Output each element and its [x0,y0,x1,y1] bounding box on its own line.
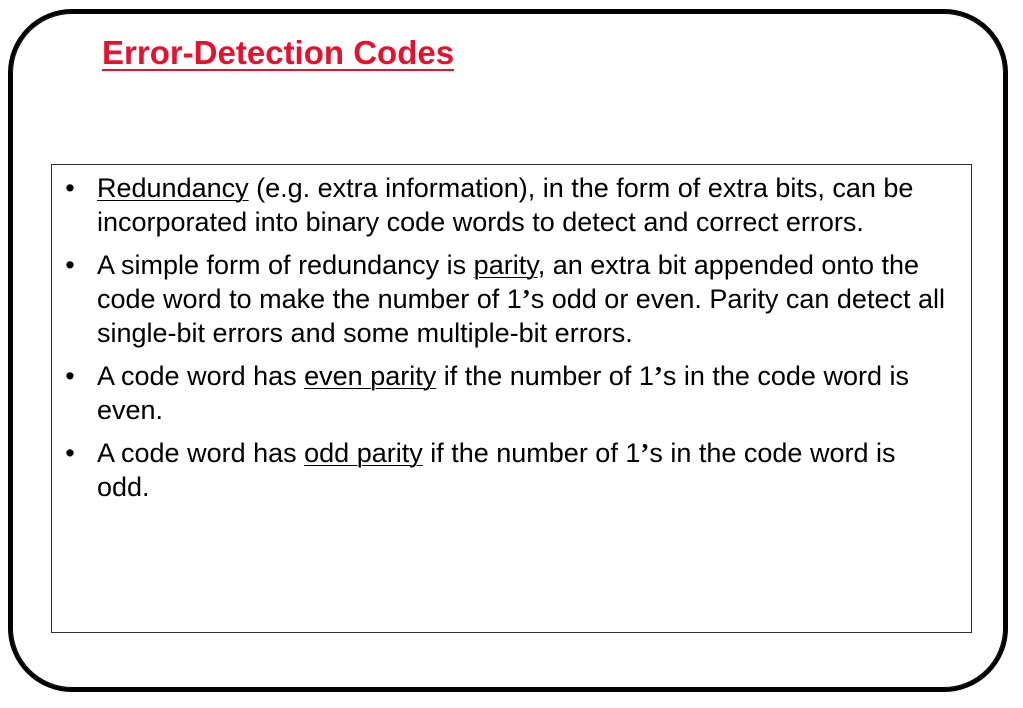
bullet-list [52,171,971,513]
term-odd-parity: odd parity [304,438,423,468]
term-parity: parity [473,250,538,280]
bullet-text: s in the code word is even. [97,361,909,425]
bullet-marker: • [65,438,75,468]
bullet-item [52,359,971,427]
bullet-text: A code word has [97,438,305,468]
bullet-marker: • [65,173,75,203]
bullet-text: s odd or even. Parity can detect all single-bit errors and some multiple-bit errors. [97,284,945,348]
apostrophe: ’ [640,438,650,468]
bullet-marker: • [65,361,75,391]
bullet-item [52,436,971,504]
term-redundancy: Redundancy [97,173,249,203]
bullet-text: A simple form of redundancy is [97,250,474,280]
bullet-text: , an extra bit appended onto the code word to make the number of 1 [97,250,919,314]
bullet-text: s in the code word is odd. [97,438,896,502]
apostrophe: ’ [653,361,663,391]
bullet-text: if the number of 1 [422,438,641,468]
content-box [51,164,972,633]
bullet-text: if the number of 1 [436,361,654,391]
bullet-text: A code word has [97,361,305,391]
term-even-parity: even parity [304,361,437,391]
bullet-item [52,248,971,350]
apostrophe: ’ [521,284,531,314]
bullet-text: (e.g. extra information), in the form of extra bits, can be incorporated into binary code words to detect and correct errors. [97,173,914,237]
bullet-marker: • [65,250,75,280]
slide-title: Error-Detection Codes [102,34,455,71]
bullet-item [52,171,971,239]
